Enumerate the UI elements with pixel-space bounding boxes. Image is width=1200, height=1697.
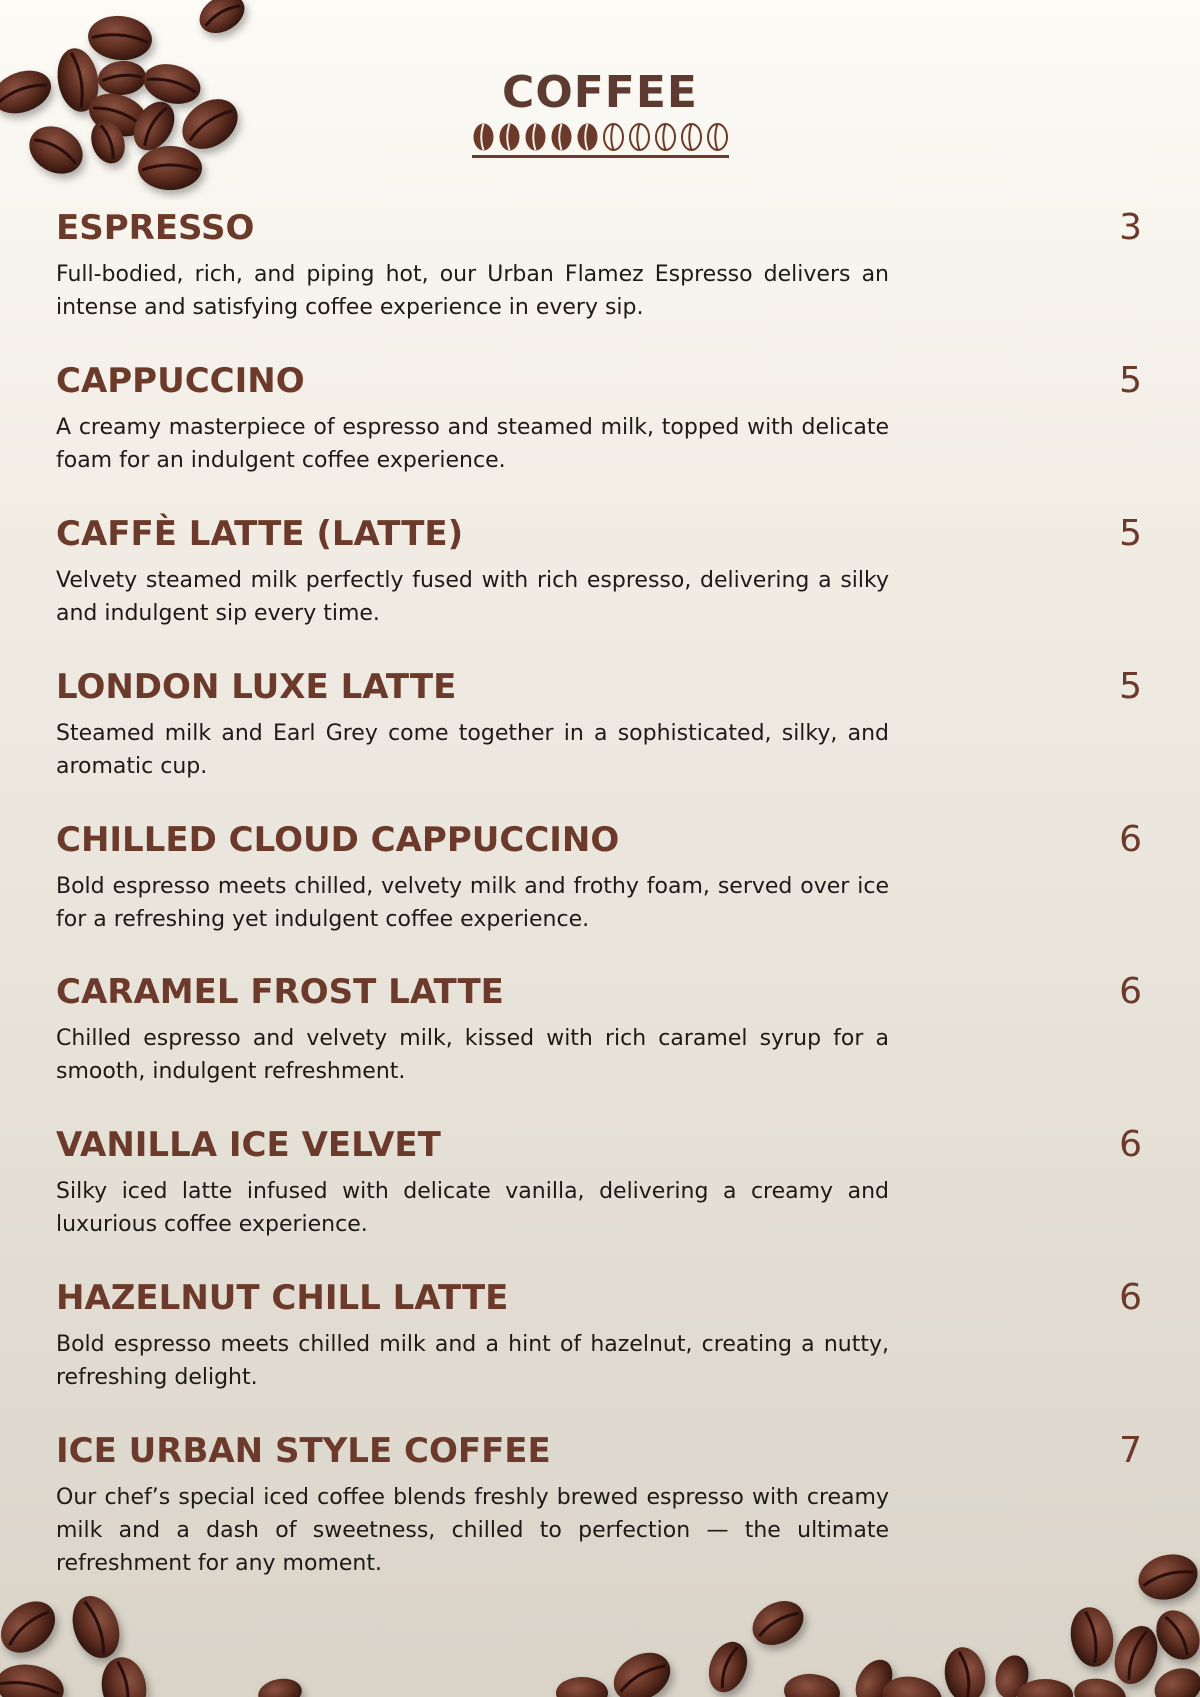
menu-item-description: Chilled espresso and velvety milk, kissed with rich caramel syrup for a smooth, indulgent refreshment. — [56, 1026, 889, 1084]
menu-item-price: 5 — [1119, 666, 1142, 707]
menu-item-price: 6 — [1119, 1277, 1142, 1318]
menu-item-name: HAZELNUT CHILL LATTE — [56, 1278, 509, 1318]
menu-item-price: 7 — [1119, 1430, 1142, 1471]
menu-item-description: A creamy masterpiece of espresso and steamed milk, topped with delicate foam for an indulgent coffee experience. — [56, 415, 889, 473]
menu-item-name: CAPPUCCINO — [56, 361, 305, 401]
menu-item-name: CAFFÈ LATTE (LATTE) — [56, 514, 464, 554]
coffee-bean-icon — [498, 122, 521, 152]
menu-item-name: LONDON LUXE LATTE — [56, 667, 457, 707]
coffee-bean-icon — [472, 122, 495, 152]
coffee-bean-icon — [576, 122, 599, 152]
menu-item-name: CARAMEL FROST LATTE — [56, 972, 504, 1012]
coffee-bean-icon — [524, 122, 547, 152]
coffee-bean-icon — [550, 122, 573, 152]
menu-item-name: VANILLA ICE VELVET — [56, 1125, 441, 1165]
menu-header — [0, 68, 1200, 158]
menu-item-description: Full-bodied, rich, and piping hot, our Urban Flamez Espresso delivers an intense and satisfying coffee experience in every sip. — [56, 262, 889, 320]
menu-item-name: CHILLED CLOUD CAPPUCCINO — [56, 820, 620, 860]
menu-item-price: 6 — [1119, 819, 1142, 860]
menu-item-description: Bold espresso meets chilled milk and a hint of hazelnut, creating a nutty, refreshing delight. — [56, 1332, 889, 1390]
coffee-bean-icon — [706, 122, 729, 152]
coffee-bean-icon — [602, 122, 625, 152]
menu-item-description: Steamed milk and Earl Grey come together in a sophisticated, silky, and aromatic cup. — [56, 721, 889, 779]
coffee-bean-icon — [680, 122, 703, 152]
menu-item-name: ESPRESSO — [56, 208, 255, 248]
menu-item-name: ICE URBAN STYLE COFFEE — [56, 1431, 551, 1471]
coffee-bean-icon — [654, 122, 677, 152]
menu-item-price: 5 — [1119, 360, 1142, 401]
menu-item-price: 6 — [1119, 1124, 1142, 1165]
menu-item-description: Bold espresso meets chilled, velvety milk and frothy foam, served over ice for a refreshing yet indulgent coffee experience. — [56, 874, 889, 932]
page-title: COFFEE — [502, 67, 698, 118]
menu-item-description: Silky iced latte infused with delicate vanilla, delivering a creamy and luxurious coffee experience. — [56, 1179, 889, 1237]
coffee-beans-divider — [472, 122, 729, 158]
menu-item-description: Our chef’s special iced coffee blends freshly brewed espresso with creamy milk and a dash of sweetness, chilled to perfection — the ultimate refreshment for any moment. — [56, 1485, 889, 1576]
menu-item-price: 6 — [1119, 971, 1142, 1012]
menu-item-price: 5 — [1119, 513, 1142, 554]
menu-item-description: Velvety steamed milk perfectly fused with rich espresso, delivering a silky and indulgent sip every time. — [56, 568, 889, 626]
menu-item-price: 3 — [1119, 207, 1142, 248]
coffee-bean-icon — [628, 122, 651, 152]
